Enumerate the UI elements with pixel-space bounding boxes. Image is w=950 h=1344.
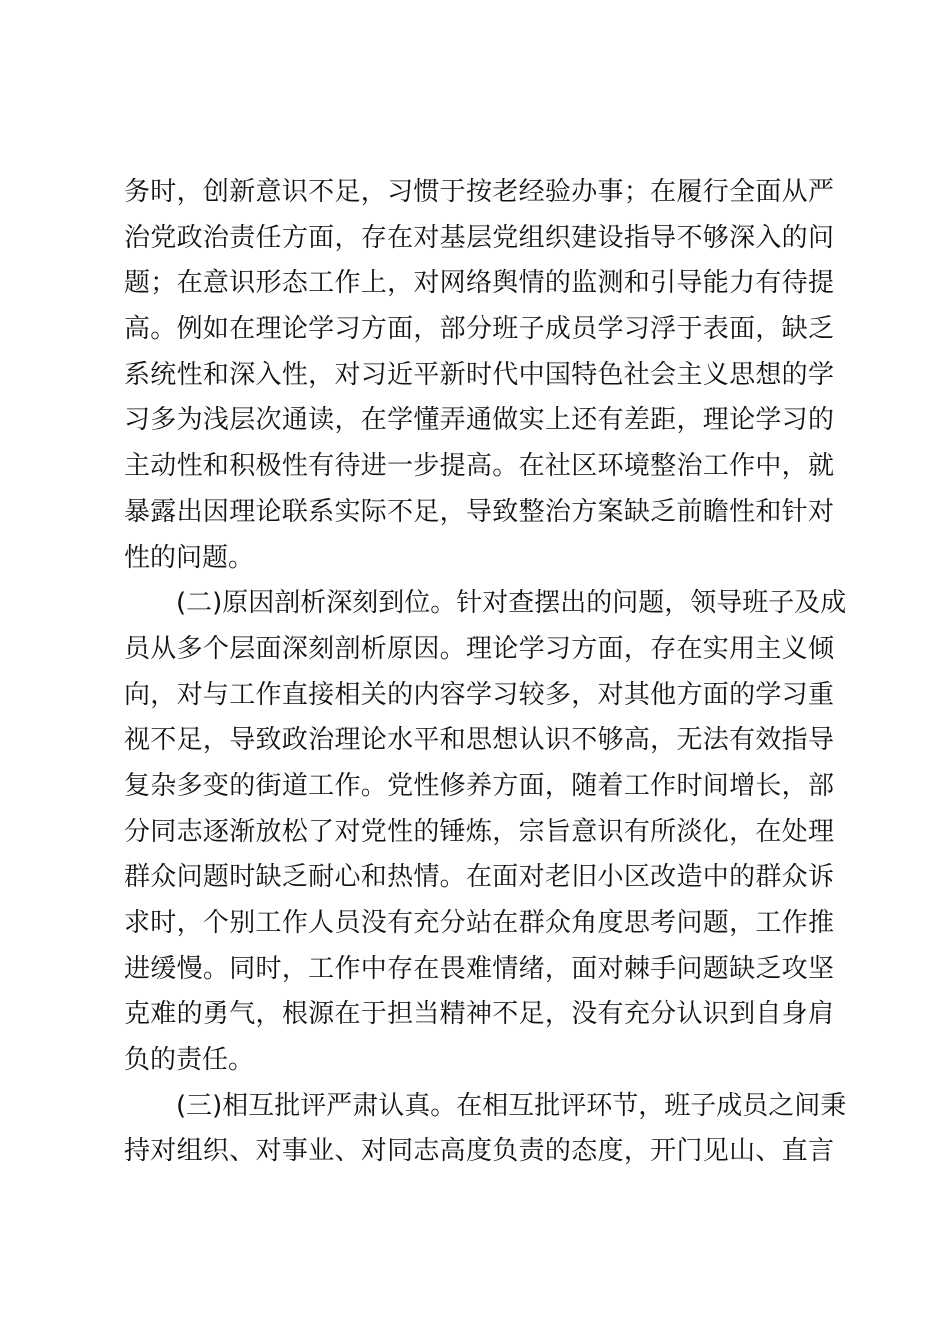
text-line: 视不足，导致政治理论水平和思想认识不够高，无法有效指导 [124, 725, 834, 756]
section-heading-line: (三)相互批评严肃认真。在相互批评环节，班子成员之间秉 [176, 1090, 847, 1121]
text-line: 克难的勇气，根源在于担当精神不足，没有充分认识到自身肩 [124, 999, 834, 1030]
text-line: 分同志逐渐放松了对党性的锤炼，宗旨意识有所淡化，在处理 [124, 816, 834, 847]
text-line: 进缓慢。同时，工作中存在畏难情绪，面对棘手问题缺乏攻坚 [124, 953, 834, 984]
section-heading-line: (二)原因剖析深刻到位。针对查摆出的问题，领导班子及成 [176, 588, 847, 619]
text-line: 负的责任。 [124, 1045, 255, 1076]
text-line: 务时，创新意识不足，习惯于按老经验办事；在履行全面从严 [124, 177, 834, 207]
text-line: 治党政治责任方面，存在对基层党组织建设指导不够深入的问 [124, 222, 834, 253]
text-line: 复杂多变的街道工作。党性修养方面，随着工作时间增长，部 [124, 770, 834, 801]
text-line: 持对组织、对事业、对同志高度负责的态度，开门见山、直言 [124, 1136, 834, 1167]
text-line: 群众问题时缺乏耐心和热情。在面对老旧小区改造中的群众诉 [124, 862, 834, 893]
text-line: 求时，个别工作人员没有充分站在群众角度思考问题，工作推 [124, 908, 834, 938]
text-line: 性的问题。 [124, 542, 255, 573]
document-body [124, 170, 847, 1175]
paragraph-mutual-criticism [124, 1084, 847, 1175]
text-line: 高。例如在理论学习方面，部分班子成员学习浮于表面，缺乏 [124, 314, 834, 345]
text-line: 向，对与工作直接相关的内容学习较多，对其他方面的学习重 [124, 679, 834, 710]
text-line: 主动性和积极性有待进一步提高。在社区环境整治工作中，就 [124, 451, 834, 482]
text-line: 题；在意识形态工作上，对网络舆情的监测和引导能力有待提 [124, 268, 834, 299]
paragraph-cause-analysis [124, 581, 847, 1084]
text-line: 系统性和深入性，对习近平新时代中国特色社会主义思想的学 [124, 359, 834, 390]
text-line: 习多为浅层次通读，在学懂弄通做实上还有差距，理论学习的 [124, 405, 834, 436]
text-line: 暴露出因理论联系实际不足，导致整治方案缺乏前瞻性和针对 [124, 496, 834, 527]
text-line: 员从多个层面深刻剖析原因。理论学习方面，存在实用主义倾 [124, 633, 834, 664]
paragraph-problems-continued [124, 170, 834, 581]
